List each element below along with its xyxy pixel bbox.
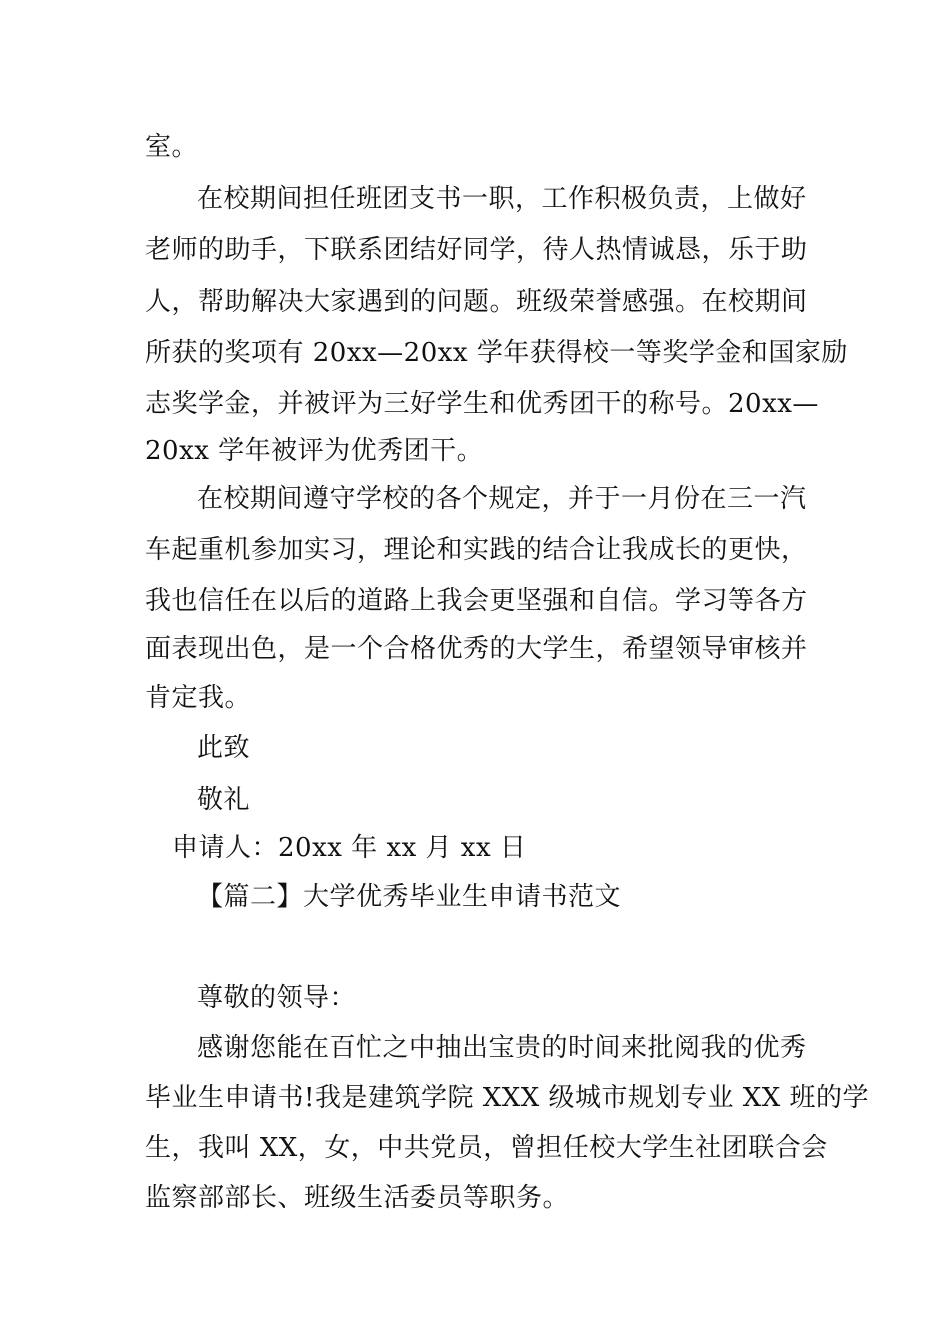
text-line: 在校期间担任班团支书一职，工作积极负责，上做好 — [197, 184, 807, 214]
text-line: 老师的助手，下联系团结好同学，待人热情诚恳，乐于助 — [145, 235, 808, 265]
section-heading: 【篇二】大学优秀毕业生申请书范文 — [197, 882, 622, 912]
text-line: 毕业生申请书!我是建筑学院 XXX 级城市规划专业 XX 班的学 — [145, 1083, 870, 1113]
text-line: 感谢您能在百忙之中抽出宝贵的时间来批阅我的优秀 — [197, 1033, 807, 1063]
closing-respect: 敬礼 — [197, 785, 251, 815]
greeting: 尊敬的领导： — [197, 983, 357, 1013]
text-line: 生，我叫 XX，女，中共党员，曾担任校大学生社团联合会 — [145, 1133, 828, 1163]
text-line: 面表现出色，是一个合格优秀的大学生，希望领导审核并 — [145, 634, 808, 664]
text-line: 监察部部长、班级生活委员等职务。 — [145, 1183, 570, 1213]
text-line: 所获的奖项有 20xx—20xx 学年获得校一等奖学金和国家励 — [145, 338, 848, 368]
text-line: 人，帮助解决大家遇到的问题。班级荣誉感强。在校期间 — [145, 287, 808, 317]
text-line: 我也信任在以后的道路上我会更坚强和自信。学习等各方 — [145, 586, 808, 616]
text-line: 肯定我。 — [145, 683, 252, 713]
closing-salutation: 此致 — [197, 733, 251, 763]
text-line: 志奖学金，并被评为三好学生和优秀团干的称号。20xx— — [145, 389, 819, 419]
text-line: 车起重机参加实习，理论和实践的结合让我成长的更快， — [145, 535, 808, 565]
text-line: 20xx 学年被评为优秀团干。 — [145, 436, 484, 466]
text-line: 室。 — [145, 132, 199, 162]
text-line: 在校期间遵守学校的各个规定，并于一月份在三一汽 — [197, 484, 807, 514]
applicant-signature-line: 申请人：20xx 年 xx 月 xx 日 — [172, 833, 527, 863]
